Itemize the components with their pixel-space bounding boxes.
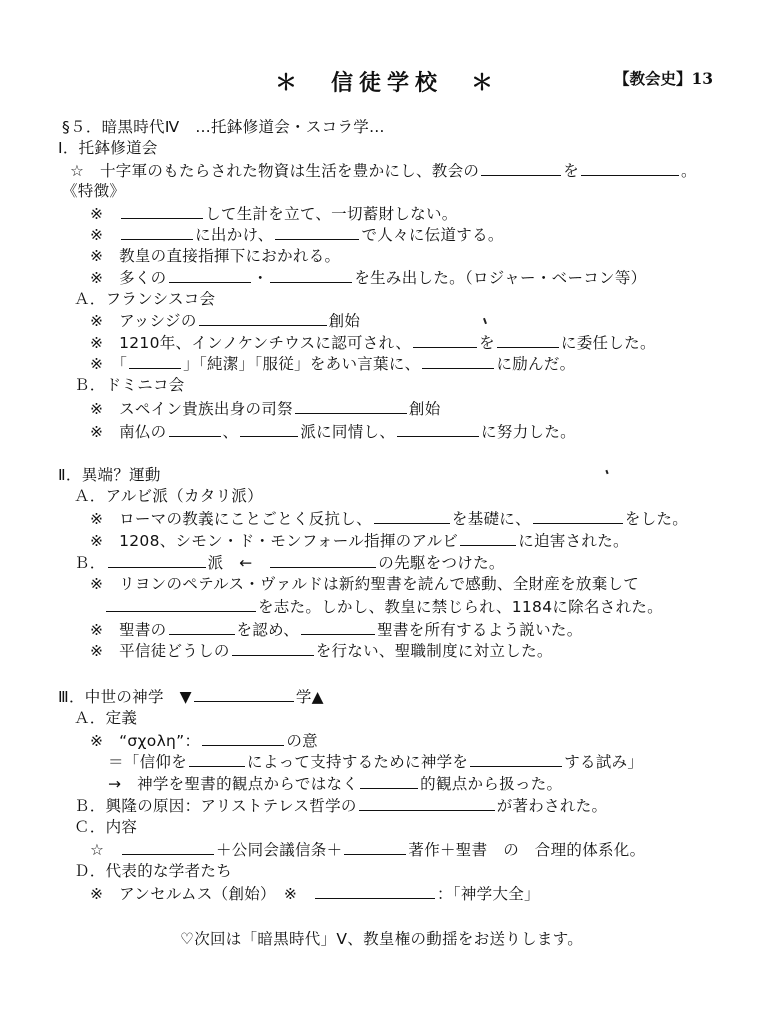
text: ＋公同会議信条＋	[216, 841, 343, 859]
text: 創始	[328, 312, 361, 330]
franciscan-item	[90, 332, 656, 353]
fill-blank[interactable]	[470, 751, 562, 767]
part2-heading: Ⅱ．異端？運動	[58, 466, 161, 484]
fill-blank[interactable]	[497, 332, 559, 348]
text: を生み出した。（ロジャー・ベーコン等）	[354, 269, 647, 287]
text: によって支持するために神学を	[247, 753, 469, 771]
text: Ｂ．興隆の原因：アリストテレス哲学の	[74, 797, 357, 815]
text: に努力した。	[481, 423, 576, 441]
text: ※ アンセルムス（創始） ※	[90, 885, 313, 903]
text: ※ 1210年、インノケンチウスに認可され、	[90, 334, 412, 352]
fill-blank[interactable]	[374, 508, 450, 524]
fill-blank[interactable]	[189, 751, 245, 767]
dominican-item	[90, 421, 576, 442]
fill-blank[interactable]	[194, 686, 294, 702]
text: Ⅲ．中世の神学 ▼	[58, 688, 192, 706]
feature-item	[90, 203, 458, 224]
fill-blank[interactable]	[270, 267, 352, 283]
fill-blank[interactable]	[108, 552, 206, 568]
fill-blank[interactable]	[397, 421, 479, 437]
fill-blank[interactable]	[344, 839, 406, 855]
text: して生計を立て、一切蓄財しない。	[205, 205, 458, 223]
fill-blank[interactable]	[581, 160, 679, 176]
franciscan-heading: Ａ．フランシスコ会	[74, 290, 216, 308]
definition-heading: Ａ．定義	[74, 709, 138, 727]
text: に出かけ、	[195, 226, 274, 244]
section-heading: §５．暗黒時代Ⅳ …托鉢修道会・スコラ学…	[62, 118, 385, 136]
fill-blank[interactable]	[315, 883, 435, 899]
subject-tag: 【教会史】13	[614, 69, 714, 88]
text: ※ 平信徒どうしの	[90, 642, 230, 660]
scholars-heading: Ｄ．代表的な学者たち	[74, 862, 233, 880]
text: を基礎に、	[451, 510, 531, 528]
albigensian-heading: Ａ．アルビ派（カタリ派）	[74, 487, 263, 505]
fill-blank[interactable]	[481, 160, 561, 176]
text: に委任した。	[560, 334, 656, 352]
feature-item	[90, 224, 504, 245]
fill-blank[interactable]	[121, 203, 203, 219]
scholars-item	[90, 883, 540, 904]
fill-blank[interactable]	[169, 619, 235, 635]
scan-mark	[483, 318, 487, 324]
text: を	[563, 162, 580, 180]
fill-blank[interactable]	[169, 421, 221, 437]
text: 学▲	[295, 688, 324, 706]
fill-blank[interactable]	[169, 267, 251, 283]
text: ☆	[90, 841, 120, 859]
features-label: 《特徴》	[62, 182, 126, 200]
fill-blank[interactable]	[533, 508, 623, 524]
text: を	[479, 334, 495, 352]
fill-blank[interactable]	[270, 552, 376, 568]
text: 、	[222, 423, 239, 441]
text: 聖書を所有するよう説いた。	[377, 621, 583, 639]
fill-blank[interactable]	[460, 530, 516, 546]
text: ※	[90, 226, 120, 244]
waldensian-heading	[74, 552, 505, 573]
fill-blank[interactable]	[413, 332, 477, 348]
footer-note: ♡次回は「暗黒時代」Ⅴ、教皇権の動揺をお送りします。	[180, 930, 584, 948]
text: をした。	[624, 510, 689, 528]
franciscan-item	[90, 310, 360, 331]
text: 」「純潔」「服従」をあい言葉に、	[183, 355, 421, 373]
fill-blank[interactable]	[422, 353, 494, 369]
text: 創始	[408, 400, 441, 418]
franciscan-item	[90, 353, 575, 374]
fill-blank[interactable]	[122, 839, 214, 855]
text: ※ スペイン貴族出身の司祭	[90, 400, 293, 418]
text: ※ アッシジの	[90, 312, 197, 330]
text: ※ ローマの教義にことごとく反抗し、	[90, 510, 372, 528]
text: ☆ 十字軍のもたらされた物資は生活を豊かにし、教会の	[70, 162, 480, 180]
fill-blank[interactable]	[295, 398, 407, 414]
fill-blank[interactable]	[360, 773, 418, 789]
scan-mark	[605, 470, 608, 474]
text: ※ 「	[90, 355, 128, 373]
part1-heading: Ⅰ．托鉢修道会	[58, 139, 158, 157]
text: Ｂ．	[74, 554, 106, 572]
text: を認め、	[236, 621, 300, 639]
text: の意	[286, 732, 318, 750]
text: ※ 南仏の	[90, 423, 167, 441]
fill-blank[interactable]	[232, 640, 314, 656]
page-title: ＊ 信徒学校 ＊	[274, 70, 499, 96]
fill-blank[interactable]	[129, 353, 181, 369]
fill-blank[interactable]	[359, 795, 495, 811]
text: ＝「信仰を	[108, 753, 188, 771]
text: ：「神学大全」	[437, 885, 540, 903]
waldensian-item-cont	[104, 596, 663, 617]
fill-blank[interactable]	[240, 421, 298, 437]
text: 。	[681, 162, 697, 180]
waldensian-item	[90, 640, 553, 661]
text: 著作＋聖書 の 合理的体系化。	[408, 841, 646, 859]
definition-item	[108, 751, 643, 772]
dominican-heading: Ｂ．ドミニコ会	[74, 376, 185, 394]
text: に励んだ。	[496, 355, 576, 373]
cause-line	[74, 795, 607, 816]
text: 派に同情し、	[300, 423, 396, 441]
text: ※ “σχολη”：	[90, 732, 201, 750]
text: ※ 聖書の	[90, 621, 167, 639]
fill-blank[interactable]	[199, 310, 327, 326]
part3-heading	[58, 686, 324, 707]
text: の先駆をつけた。	[378, 554, 505, 572]
fill-blank[interactable]	[106, 596, 256, 612]
text: ※ 多くの	[90, 269, 167, 287]
waldensian-item: ※ リヨンのペテルス・ヴァルドは新約聖書を読んで感動、全財産を放棄して	[90, 575, 640, 593]
text: を行ない、聖職制度に対立した。	[315, 642, 553, 660]
part1-intro	[70, 160, 697, 181]
fill-blank[interactable]	[301, 619, 375, 635]
text: に迫害された。	[518, 532, 629, 550]
albigensian-item	[90, 530, 629, 551]
text: で人々に伝道する。	[361, 226, 504, 244]
definition-item	[90, 730, 318, 751]
text: が著わされた。	[496, 797, 608, 815]
text: ・	[252, 269, 269, 287]
text: ※ 1208、シモン・ド・モンフォール指揮のアルビ	[90, 532, 459, 550]
fill-blank[interactable]	[275, 224, 359, 240]
waldensian-item	[90, 619, 583, 640]
dominican-item	[90, 398, 441, 419]
content-heading: Ｃ．内容	[74, 818, 138, 836]
content-item	[90, 839, 645, 860]
text: 的観点から扱った。	[420, 775, 563, 793]
text: を志た。しかし、教皇に禁じられ、1184に除名された。	[258, 598, 663, 616]
albigensian-item	[90, 508, 688, 529]
definition-item	[108, 773, 562, 794]
fill-blank[interactable]	[121, 224, 193, 240]
fill-blank[interactable]	[202, 730, 284, 746]
feature-item	[90, 267, 646, 288]
text: 派 ←	[207, 554, 269, 572]
text: ※	[90, 205, 120, 223]
text: → 神学を聖書的観点からではなく	[108, 775, 359, 793]
feature-item: ※ 教皇の直接指揮下におかれる。	[90, 247, 341, 265]
text: する試み」	[564, 753, 644, 771]
